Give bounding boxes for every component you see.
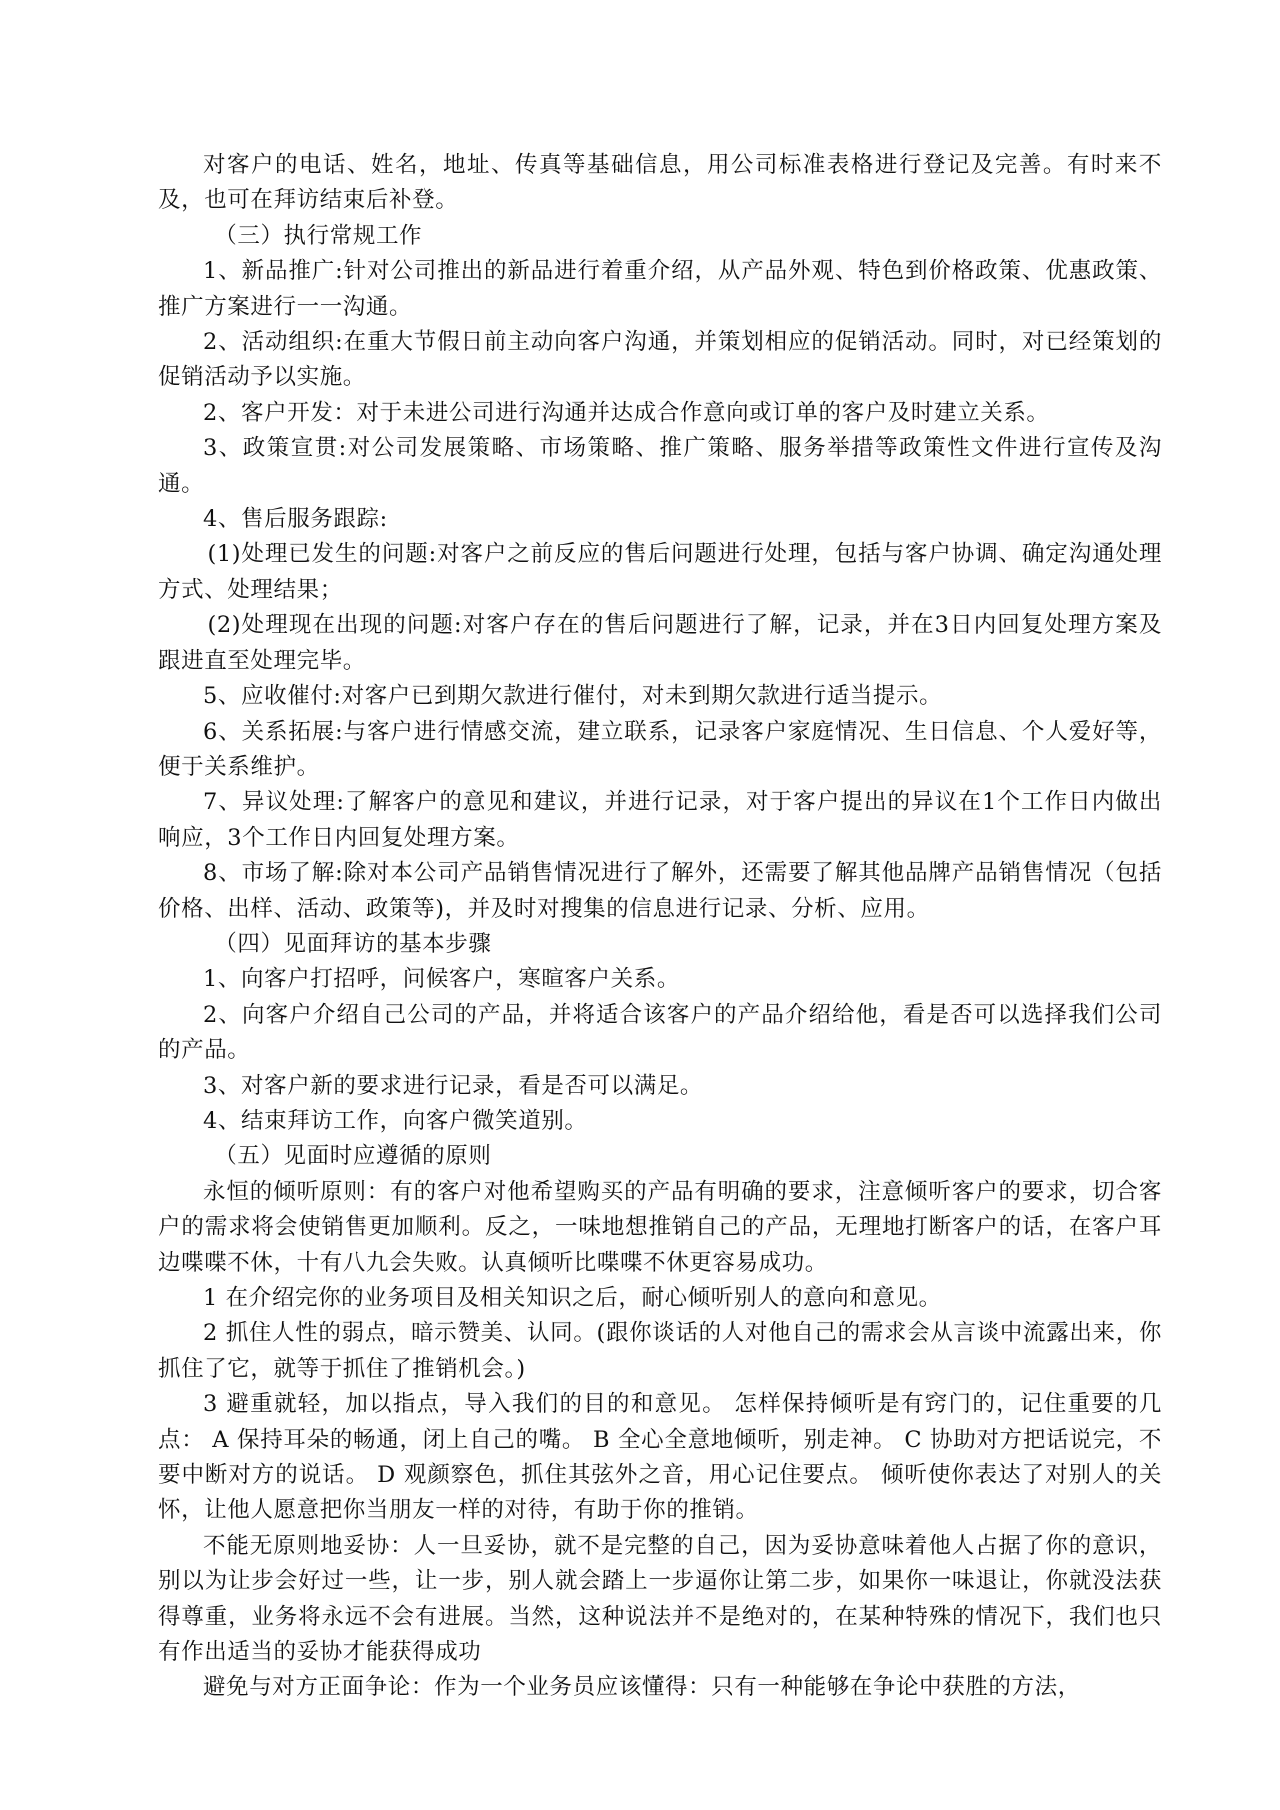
- paragraph-text: 有的客户对他希望购买的产品有明确的要求，注意倾听客户的要求，切合客户的需求将会使销售更加顺利。反之，一味地想推销自己的产品，无理地打断客户的话，在客户耳边喋喋不休，十有八九会失败。认真倾听比喋喋不休更容易成功。: [158, 1178, 1162, 1276]
- paragraph-lead: (1)处理已发生的问题:: [207, 541, 437, 568]
- paragraph: [158, 1281, 1162, 1316]
- paragraph: [158, 962, 1162, 997]
- paragraph-lead: 不能无原则地妥协：: [203, 1532, 414, 1559]
- paragraph-lead: 4、售后服务跟踪:: [203, 506, 388, 533]
- paragraph: [158, 998, 1162, 1069]
- section-heading: [158, 927, 1162, 962]
- paragraph: [158, 148, 1162, 219]
- paragraph-text: 针对公司推出的新品进行着重介绍，从产品外观、特色到价格政策、优惠政策、推广方案进行一一沟通。: [158, 258, 1162, 320]
- paragraph-text: 4、结束拜访工作，向客户微笑道别。: [203, 1107, 588, 1134]
- paragraph-text: 了解客户的意见和建议，并进行记录，对于客户提出的异议在1个工作日内做出响应，3个工作日内回复处理方案。: [158, 789, 1162, 851]
- sub-paragraph: [158, 608, 1162, 679]
- paragraph: [158, 1529, 1162, 1671]
- paragraph: [158, 502, 1162, 537]
- paragraph-text: 人一旦妥协，就不是完整的自己，因为妥协意味着他人占据了你的意识，别以为让步会好过一些，让一步，别人就会踏上一步逼你让第二步，如果你一味退让，你就没法获得尊重，业务将永远不会有进展。当然，这种说法并不是绝对的，在某种特殊的情况下，我们也只有作出适当的妥协才能获得成功: [158, 1532, 1162, 1666]
- sub-paragraph: [158, 537, 1162, 608]
- paragraph-text: 除对本公司产品销售情况进行了解外，还需要了解其他品牌产品销售情况（包括价格、出样、活动、政策等)，并及时对搜集的信息进行记录、分析、应用。: [158, 860, 1162, 922]
- paragraph-text: 对客户之前反应的售后问题进行处理，包括与客户协调、确定沟通处理方式、处理结果；: [158, 541, 1162, 603]
- paragraph-text: 3、对客户新的要求进行记录，看是否可以满足。: [203, 1072, 704, 1099]
- paragraph-text: 在重大节假日前主动向客户沟通，并策划相应的促销活动。同时，对已经策划的促销活动予以实施。: [158, 329, 1162, 391]
- paragraph: [158, 856, 1162, 927]
- paragraph-text: 对客户的电话、姓名，地址、传真等基础信息，用公司标准表格进行登记及完善。有时来不及，也可在拜访结束后补登。: [158, 152, 1162, 214]
- paragraph: [158, 325, 1162, 396]
- paragraph-text: （五）见面时应遵循的原则: [214, 1143, 492, 1170]
- paragraph-lead: 6、关系拓展:: [203, 718, 344, 745]
- paragraph: [158, 1387, 1162, 1529]
- paragraph-text: 对客户存在的售后问题进行了解，记录，并在3日内回复处理方案及跟进直至处理完毕。: [158, 612, 1162, 674]
- paragraph: [158, 1175, 1162, 1281]
- paragraph-lead: 避免与对方正面争论：: [203, 1674, 435, 1701]
- paragraph: [158, 1069, 1162, 1104]
- paragraph-lead: 7、异议处理:: [203, 789, 345, 816]
- paragraph-lead: 5、应收催付:: [203, 683, 342, 710]
- paragraph-lead: 1、新品推广:: [203, 258, 344, 285]
- paragraph-lead: 2、客户开发：: [203, 399, 357, 426]
- document-body: [158, 148, 1162, 1706]
- paragraph-lead: 8、市场了解:: [203, 860, 344, 887]
- paragraph-text: 对于未进公司进行沟通并达成合作意向或订单的客户及时建立关系。: [356, 399, 1050, 426]
- paragraph: [158, 254, 1162, 325]
- paragraph-lead: 2、活动组织:: [203, 329, 344, 356]
- paragraph-lead: 3、政策宣贯:: [203, 435, 347, 462]
- paragraph: [158, 715, 1162, 786]
- paragraph-text: 对公司发展策略、市场策略、推广策略、服务举措等政策性文件进行宣传及沟通。: [158, 435, 1162, 497]
- paragraph-lead: (2)处理现在出现的问题:: [207, 612, 463, 639]
- paragraph-text: 3 避重就轻，加以指点，导入我们的目的和意见。 怎样保持倾听是有窍门的，记住重要的几点： A 保持耳朵的畅通，闭上自己的嘴。 B 全心全意地倾听，别走神。 C 协助对方把话说完，不要中断对方的说话。 D 观颜察色，抓住其弦外之音，用心记住要点。 倾听使你表达了对别人的关怀，让他人愿意把你当朋友一样的对待，有助于你的推销。: [158, 1391, 1162, 1524]
- paragraph-text: （三）执行常规工作: [214, 222, 423, 249]
- section-heading: [158, 219, 1162, 254]
- paragraph: [158, 785, 1162, 856]
- paragraph-lead: 永恒的倾听原则：: [203, 1178, 391, 1205]
- paragraph-text: 2、向客户介绍自己公司的产品，并将适合该客户的产品介绍给他，看是否可以选择我们公司的产品。: [158, 1001, 1162, 1064]
- paragraph: [158, 1316, 1162, 1387]
- paragraph: [158, 396, 1162, 431]
- paragraph: [158, 1104, 1162, 1139]
- paragraph-text: 2 抓住人性的弱点，暗示赞美、认同。(跟你谈话的人对他自己的需求会从言谈中流露出来，你抓住了它，就等于抓住了推销机会。): [158, 1320, 1162, 1382]
- paragraph-text: 作为一个业务员应该懂得：只有一种能够在争论中获胜的方法，: [434, 1674, 1081, 1701]
- paragraph-text: 1 在介绍完你的业务项目及相关知识之后，耐心倾听别人的意向和意见。: [203, 1285, 942, 1311]
- paragraph-text: 1、向客户打招呼，问候客户，寒暄客户关系。: [203, 966, 680, 993]
- paragraph: [158, 431, 1162, 502]
- paragraph: [158, 1670, 1162, 1705]
- section-heading: [158, 1139, 1162, 1174]
- paragraph-text: 与客户进行情感交流，建立联系，记录客户家庭情况、生日信息、个人爱好等，便于关系维护。: [158, 718, 1162, 780]
- paragraph-text: 对客户已到期欠款进行催付，对未到期欠款进行适当提示。: [341, 683, 943, 710]
- paragraph-text: （四）见面拜访的基本步骤: [214, 930, 492, 957]
- paragraph: [158, 679, 1162, 714]
